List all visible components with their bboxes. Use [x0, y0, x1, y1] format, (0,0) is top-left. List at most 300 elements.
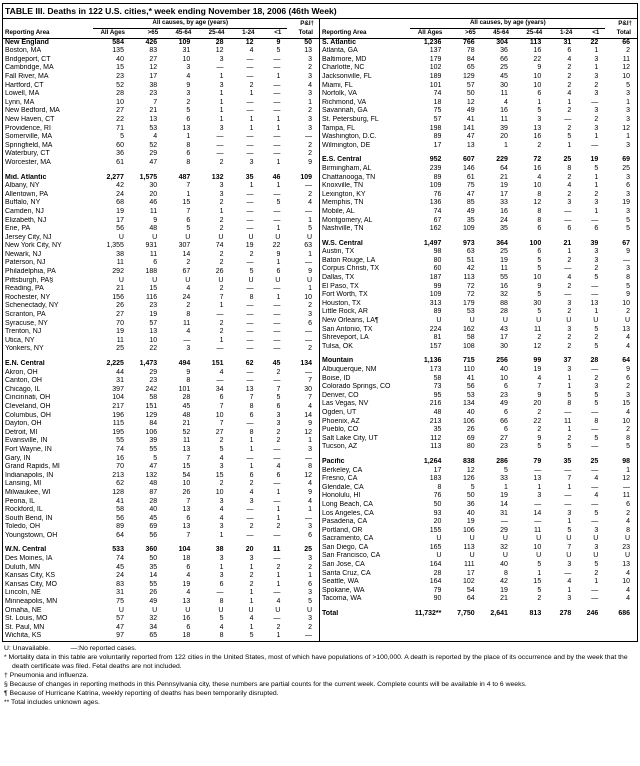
value-cell: 11: [622, 492, 630, 500]
value-cell: 3: [219, 182, 224, 190]
value-cell: 10: [533, 182, 542, 190]
value-cell: 8: [537, 207, 542, 215]
value-cell: 22: [533, 55, 542, 63]
footnote: * Mortality data in this table are voluntarily reported from 122 cities in the United States, most of which have populations of >100,000. A death is reported by the place of its occurrence and by the week that the death certificate was filed. Fetal deaths are not included.: [4, 654, 628, 670]
col-45-64: 45-64: [164, 28, 197, 38]
value-cell: 102: [429, 64, 442, 72]
value-cell: 239: [429, 164, 442, 172]
table-row: [320, 56, 637, 65]
value-cell: 4: [276, 463, 281, 471]
value-cell: 40: [116, 55, 124, 63]
value-cell: 6: [249, 471, 254, 479]
table-row: [320, 38, 637, 47]
table-row: [3, 345, 319, 354]
value-cell: 28: [215, 38, 224, 46]
value-cell: 10: [149, 336, 158, 344]
value-cell: 7: [186, 531, 191, 539]
column-header-row: [320, 28, 637, 38]
value-cell: 58: [466, 334, 475, 342]
value-cell: —: [564, 466, 572, 474]
value-cell: 45: [149, 514, 158, 522]
value-cell: —: [305, 133, 312, 141]
value-cell: 3: [594, 199, 599, 207]
reporting-area-cell: Tulsa, OK: [322, 342, 353, 350]
value-cell: 3: [186, 345, 191, 353]
value-cell: 65: [466, 64, 475, 72]
value-cell: U: [248, 233, 254, 241]
table-row: [3, 174, 319, 183]
value-cell: 1: [219, 336, 224, 344]
value-cell: 1: [504, 141, 508, 149]
table-row: [320, 552, 637, 561]
table-row: [3, 615, 319, 624]
table-row: [320, 392, 637, 401]
value-cell: 23: [116, 73, 124, 80]
value-cell: 12: [304, 471, 312, 479]
value-cell: 5: [249, 632, 254, 640]
value-cell: 35: [245, 173, 254, 181]
value-cell: 64: [466, 595, 475, 603]
value-cell: 10: [304, 293, 312, 301]
value-cell: 5: [219, 445, 224, 453]
value-cell: —: [534, 466, 542, 474]
value-cell: —: [591, 595, 599, 603]
value-cell: U: [502, 317, 508, 325]
value-cell: 6: [504, 383, 508, 391]
value-cell: 2: [626, 47, 630, 55]
value-cell: 22: [149, 345, 158, 353]
value-cell: 110: [463, 366, 475, 373]
value-cell: 6: [276, 471, 281, 479]
value-cell: 3: [249, 497, 254, 505]
value-cell: —: [305, 632, 312, 640]
table-row: [3, 589, 319, 598]
value-cell: 1: [308, 506, 312, 514]
value-cell: 8: [186, 141, 191, 149]
table-row: [3, 532, 319, 541]
value-cell: 1: [567, 586, 572, 594]
value-cell: 3: [308, 55, 312, 63]
value-cell: —: [246, 64, 254, 72]
value-cell: 1: [249, 445, 254, 453]
value-cell: 5: [537, 265, 542, 273]
value-cell: 46: [149, 199, 158, 207]
reporting-area-cell: Denver, CO: [322, 391, 359, 399]
value-cell: 22: [533, 417, 542, 425]
value-cell: 4: [219, 368, 224, 376]
value-cell: 38: [116, 250, 124, 258]
value-cell: 72: [533, 156, 542, 164]
value-cell: 4: [186, 572, 191, 580]
value-cell: 1,473: [139, 360, 158, 367]
value-cell: 90: [433, 595, 442, 603]
value-cell: 6: [219, 580, 224, 588]
value-cell: 9: [308, 420, 312, 428]
table-row: [320, 125, 637, 134]
value-cell: 57: [433, 115, 442, 123]
age-group-header: All causes, by age (years): [93, 19, 287, 28]
reporting-area-cell: San Francisco, CA: [322, 552, 381, 560]
value-cell: 40: [149, 506, 158, 514]
value-cell: U: [118, 233, 124, 241]
table-row: [320, 475, 637, 484]
table-row: [3, 546, 319, 555]
value-cell: 6: [186, 216, 191, 224]
value-cell: 10: [116, 98, 124, 106]
table-row: [320, 375, 637, 384]
value-cell: 1: [308, 216, 312, 224]
value-cell: 3: [594, 107, 599, 115]
value-cell: 1: [276, 488, 281, 496]
value-cell: 3: [219, 572, 224, 580]
value-cell: 2: [594, 569, 599, 577]
reporting-area-cell: Boston, MA: [5, 47, 42, 55]
value-cell: 2: [537, 408, 542, 416]
value-cell: 6: [249, 411, 254, 419]
value-cell: 48: [433, 408, 442, 416]
reporting-area-cell: Honolulu, HI: [322, 492, 361, 500]
value-cell: 9: [626, 291, 630, 299]
value-cell: 134: [462, 400, 475, 408]
reporting-area-cell: Corpus Christi, TX: [322, 265, 380, 273]
value-cell: 9: [308, 158, 312, 166]
value-cell: 1: [594, 578, 599, 586]
value-cell: 12: [466, 98, 475, 106]
value-cell: 13: [622, 325, 630, 333]
table-row: [320, 535, 637, 544]
value-cell: 17: [466, 569, 475, 577]
reporting-area-cell: Long Beach, CA: [322, 500, 373, 508]
value-cell: 7: [219, 420, 224, 428]
value-cell: 84: [149, 420, 158, 428]
table-row: [320, 443, 637, 452]
value-cell: 13: [182, 445, 191, 453]
value-cell: 3: [594, 256, 599, 264]
col-25-44: 25-44: [197, 28, 230, 38]
table-row: [3, 251, 319, 260]
table-row: [320, 492, 637, 501]
table-row: [3, 277, 319, 286]
table-row: [3, 472, 319, 481]
value-cell: 2: [567, 190, 572, 198]
value-cell: 1,136: [423, 357, 442, 365]
value-cell: 4: [567, 55, 572, 63]
value-cell: 23: [149, 377, 158, 385]
table-row: [320, 501, 637, 510]
value-cell: 2: [567, 73, 572, 80]
value-cell: 79: [533, 457, 542, 465]
value-cell: 132: [211, 173, 224, 181]
table-right-half: [320, 19, 637, 641]
value-cell: 8: [249, 293, 254, 301]
table-row: [3, 598, 319, 607]
value-cell: 3: [249, 555, 254, 563]
value-cell: 3: [594, 543, 599, 551]
value-cell: U: [218, 233, 224, 241]
reporting-area-cell: New York City, NY: [5, 242, 62, 250]
value-cell: 3: [626, 173, 630, 181]
value-cell: —: [246, 328, 254, 336]
reporting-area-cell: Fall River, MA: [5, 73, 49, 80]
value-cell: 12: [245, 38, 254, 46]
value-cell: 2: [276, 428, 281, 436]
reporting-area-cell: Baltimore, MD: [322, 55, 367, 63]
value-cell: —: [591, 408, 599, 416]
value-cell: 74: [215, 242, 224, 250]
value-cell: 5: [186, 225, 191, 233]
reporting-area-cell: Peoria, IL: [5, 497, 35, 505]
value-cell: 487: [178, 173, 191, 181]
value-cell: —: [591, 466, 599, 474]
value-cell: 6: [308, 580, 312, 588]
value-cell: 11: [116, 259, 124, 267]
table-row: [3, 142, 319, 151]
reporting-area-cell: Youngstown, OH: [5, 531, 58, 539]
value-cell: 69: [622, 156, 630, 164]
value-cell: 44: [116, 368, 124, 376]
value-cell: 1: [567, 426, 572, 434]
value-cell: 43: [500, 325, 508, 333]
value-cell: 13: [590, 299, 599, 307]
table-halves: [3, 19, 637, 641]
value-cell: 19: [245, 242, 254, 250]
value-cell: 21: [149, 107, 158, 115]
value-cell: 64: [116, 531, 124, 539]
value-cell: 97: [116, 632, 124, 640]
value-cell: —: [246, 199, 254, 207]
table-row: [3, 337, 319, 346]
value-cell: 48: [182, 411, 191, 419]
value-cell: 55: [116, 437, 124, 445]
value-cell: 3: [219, 523, 224, 531]
value-cell: 3: [219, 124, 224, 132]
reporting-area-cell: Somerville, MA: [5, 133, 53, 141]
value-cell: 11: [272, 546, 281, 554]
reporting-area-cell: Gary, IN: [5, 454, 31, 462]
col-45-64: 45-64: [482, 28, 515, 38]
value-cell: —: [246, 216, 254, 224]
value-cell: 13: [466, 141, 475, 149]
value-cell: 12: [149, 64, 158, 72]
reporting-area-cell: Des Moines, IA: [5, 555, 53, 563]
value-cell: 3: [567, 561, 572, 569]
table-row: [320, 199, 637, 208]
value-cell: —: [305, 207, 312, 215]
value-cell: 8: [594, 417, 599, 425]
value-cell: —: [273, 150, 281, 158]
age-group-header: All causes, by age (years): [410, 19, 605, 28]
value-cell: 28: [149, 497, 158, 505]
value-cell: 1: [219, 207, 224, 215]
table-row: [3, 515, 319, 524]
value-cell: —: [246, 190, 254, 198]
value-cell: —: [591, 282, 599, 290]
value-cell: —: [273, 497, 281, 505]
value-cell: 6: [276, 268, 281, 276]
table-row: [320, 47, 637, 56]
value-cell: 50: [433, 500, 442, 508]
value-cell: 2: [219, 158, 224, 166]
value-cell: 10: [182, 480, 191, 488]
value-cell: 2: [219, 259, 224, 267]
value-cell: 164: [429, 578, 442, 586]
value-cell: 66: [622, 38, 630, 46]
value-cell: 2: [308, 345, 312, 353]
value-cell: 213: [429, 417, 442, 425]
value-cell: 766: [462, 38, 475, 46]
value-cell: 42: [500, 578, 508, 586]
value-cell: 1: [249, 598, 254, 606]
value-cell: U: [185, 606, 191, 614]
value-cell: 3: [308, 90, 312, 98]
reporting-area-cell: Knoxville, TN: [322, 182, 364, 190]
value-cell: 2: [219, 437, 224, 445]
value-cell: 10: [182, 55, 191, 63]
value-cell: 7,750: [457, 610, 475, 618]
value-cell: 13: [245, 385, 254, 393]
value-cell: 4: [219, 506, 224, 514]
value-cell: —: [216, 133, 224, 141]
value-cell: —: [216, 311, 224, 319]
value-cell: U: [248, 276, 254, 284]
reporting-area-cell: S. Atlantic: [322, 38, 356, 46]
value-cell: —: [246, 285, 254, 293]
value-cell: 50: [304, 38, 312, 46]
pi-header-top: P&I†: [618, 19, 632, 27]
value-cell: 292: [112, 268, 124, 276]
value-cell: 35: [466, 216, 475, 224]
value-cell: 25: [563, 156, 572, 164]
value-cell: 3: [308, 523, 312, 531]
table-row: [320, 174, 637, 183]
value-cell: 1: [594, 182, 599, 190]
value-cell: 55: [500, 274, 508, 282]
value-cell: 2: [567, 308, 572, 316]
value-cell: 45: [500, 73, 508, 80]
table-row: [3, 328, 319, 337]
reporting-area-cell: Pasadena, CA: [322, 518, 368, 526]
value-cell: 40: [466, 408, 475, 416]
value-cell: U: [536, 317, 542, 325]
value-cell: 6: [153, 259, 158, 267]
value-cell: 12: [622, 124, 630, 132]
reporting-area-cell: Los Angeles, CA: [322, 509, 374, 517]
value-cell: 9: [276, 38, 281, 46]
value-cell: 2: [308, 302, 312, 310]
value-cell: 146: [462, 164, 475, 172]
table-row: [3, 116, 319, 125]
value-cell: 1: [567, 98, 572, 106]
value-cell: U: [536, 535, 542, 543]
value-cell: 256: [496, 357, 508, 365]
value-cell: 1: [186, 133, 191, 141]
value-cell: 7: [186, 207, 191, 215]
value-cell: 9: [186, 81, 191, 89]
value-cell: 54: [182, 471, 191, 479]
value-cell: 28: [433, 569, 442, 577]
value-cell: 4: [626, 342, 630, 350]
value-cell: 2: [567, 334, 572, 342]
value-cell: 2: [567, 81, 572, 89]
value-cell: 16: [116, 454, 124, 462]
value-cell: 95: [433, 391, 442, 399]
value-cell: 12: [533, 199, 542, 207]
value-cell: 24: [182, 293, 191, 301]
value-cell: 162: [429, 225, 442, 233]
value-cell: 12: [622, 475, 630, 483]
value-cell: —: [591, 500, 599, 508]
value-cell: 5: [594, 274, 599, 282]
table-row: [320, 409, 637, 418]
value-cell: 62: [245, 360, 254, 367]
value-cell: 15: [622, 400, 630, 408]
value-cell: 8: [186, 311, 191, 319]
value-cell: 1: [276, 73, 281, 80]
value-cell: 5: [537, 107, 542, 115]
value-cell: —: [246, 531, 254, 539]
value-cell: 2: [308, 190, 312, 198]
value-cell: 164: [429, 561, 442, 569]
table-row: [320, 595, 637, 604]
column-header-row: [3, 28, 319, 38]
value-cell: 89: [433, 133, 442, 141]
reporting-area-cell: Jacksonville, FL: [322, 73, 372, 80]
col-under-1: <1: [578, 28, 605, 38]
group-header-row: [3, 19, 319, 28]
value-cell: 1,497: [423, 239, 442, 247]
value-cell: 3: [567, 595, 572, 603]
value-cell: 188: [145, 268, 158, 276]
pi-header-top: P&I†: [300, 19, 314, 27]
value-cell: —: [246, 225, 254, 233]
value-cell: U: [152, 606, 158, 614]
value-cell: 189: [429, 73, 442, 80]
value-cell: 2: [276, 368, 281, 376]
value-cell: 42: [466, 265, 475, 273]
value-cell: 4: [186, 285, 191, 293]
value-cell: 31: [116, 377, 124, 385]
value-cell: 7: [219, 293, 224, 301]
value-cell: 126: [462, 475, 475, 483]
value-cell: U: [536, 552, 542, 560]
value-cell: 19: [466, 518, 475, 526]
value-cell: —: [500, 518, 508, 526]
value-cell: 3: [186, 90, 191, 98]
value-cell: 2: [567, 107, 572, 115]
value-cell: 5: [537, 561, 542, 569]
value-cell: 1: [308, 285, 312, 293]
value-cell: —: [246, 345, 254, 353]
value-cell: 2: [567, 342, 572, 350]
value-cell: 2: [249, 523, 254, 531]
value-cell: 2: [186, 98, 191, 106]
value-cell: 3: [626, 107, 630, 115]
value-cell: 45: [272, 360, 281, 367]
table-row: [3, 581, 319, 590]
value-cell: —: [273, 480, 281, 488]
value-cell: 5: [567, 133, 572, 141]
table-row: [3, 480, 319, 489]
value-cell: 6: [219, 394, 224, 402]
value-cell: 70: [116, 319, 124, 327]
reporting-area-cell: Phoenix, AZ: [322, 417, 360, 425]
value-cell: 4: [308, 497, 312, 505]
value-cell: —: [591, 426, 599, 434]
value-cell: 3: [308, 73, 312, 80]
value-cell: 30: [500, 342, 508, 350]
value-cell: 3: [308, 589, 312, 597]
reporting-area-cell: Lynn, MA: [5, 98, 35, 106]
